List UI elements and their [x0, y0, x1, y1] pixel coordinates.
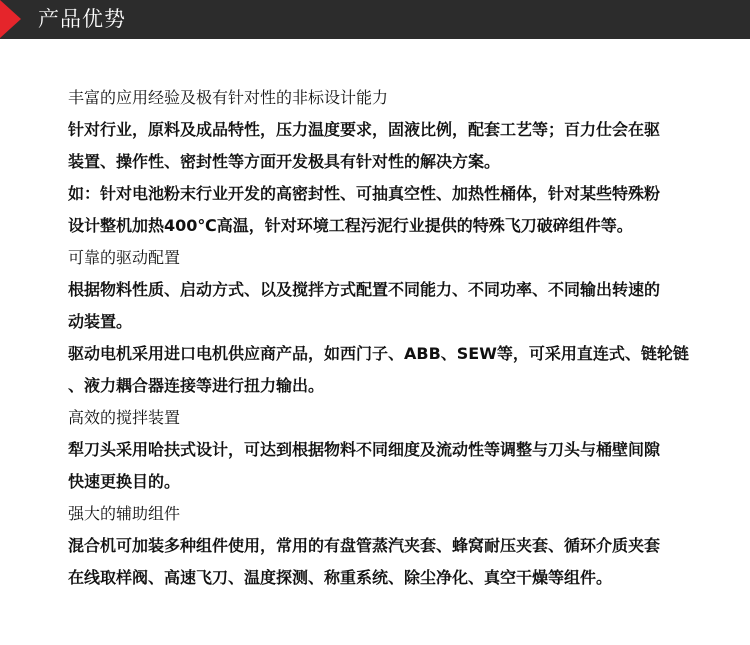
paragraph-line: 动装置。 [68, 312, 133, 331]
paragraph-line: 、液力耦合器连接等进行扭力输出。 [68, 376, 325, 395]
paragraph-line: 装置、操作性、密封性等方面开发极具有针对性的解决方案。 [68, 152, 501, 171]
paragraph-line: 驱动电机采用进口电机供应商产品，如西门子、ABB、SEW等，可采用直连式、链轮链 [68, 344, 689, 363]
advantages-content [68, 82, 750, 594]
paragraph-line: 犁刀头采用哈扶式设计，可达到根据物料不同细度及流动性等调整与刀头与桶壁间隙 [68, 440, 661, 459]
paragraph-line: 针对行业，原料及成品特性，压力温度要求，固液比例，配套工艺等；百力仕会在驱 [68, 120, 661, 139]
paragraph-line: 如：针对电池粉末行业开发的高密封性、可抽真空性、加热性桶体，针对某些特殊粉 [68, 184, 661, 203]
section-header [0, 0, 750, 39]
paragraph-line: 根据物料性质、启动方式、以及搅拌方式配置不同能力、不同功率、不同输出转速的 [68, 280, 661, 299]
subheading-auxiliary: 强大的辅助组件 [68, 504, 181, 523]
subheading-mixing: 高效的搅拌装置 [68, 408, 181, 427]
subheading-experience: 丰富的应用经验及极有针对性的非标设计能力 [68, 88, 389, 107]
header-arrow-icon [0, 0, 21, 38]
paragraph-line: 在线取样阀、高速飞刀、温度探测、称重系统、除尘净化、真空干燥等组件。 [68, 568, 613, 587]
subheading-drive: 可靠的驱动配置 [68, 248, 181, 267]
paragraph-line: 快速更换目的。 [68, 472, 181, 491]
paragraph-line: 设计整机加热400℃高温，针对环境工程污泥行业提供的特殊飞刀破碎组件等。 [68, 216, 633, 235]
section-title: 产品优势 [38, 7, 126, 31]
paragraph-line: 混合机可加装多种组件使用，常用的有盘管蒸汽夹套、蜂窝耐压夹套、循环介质夹套 [68, 536, 661, 555]
